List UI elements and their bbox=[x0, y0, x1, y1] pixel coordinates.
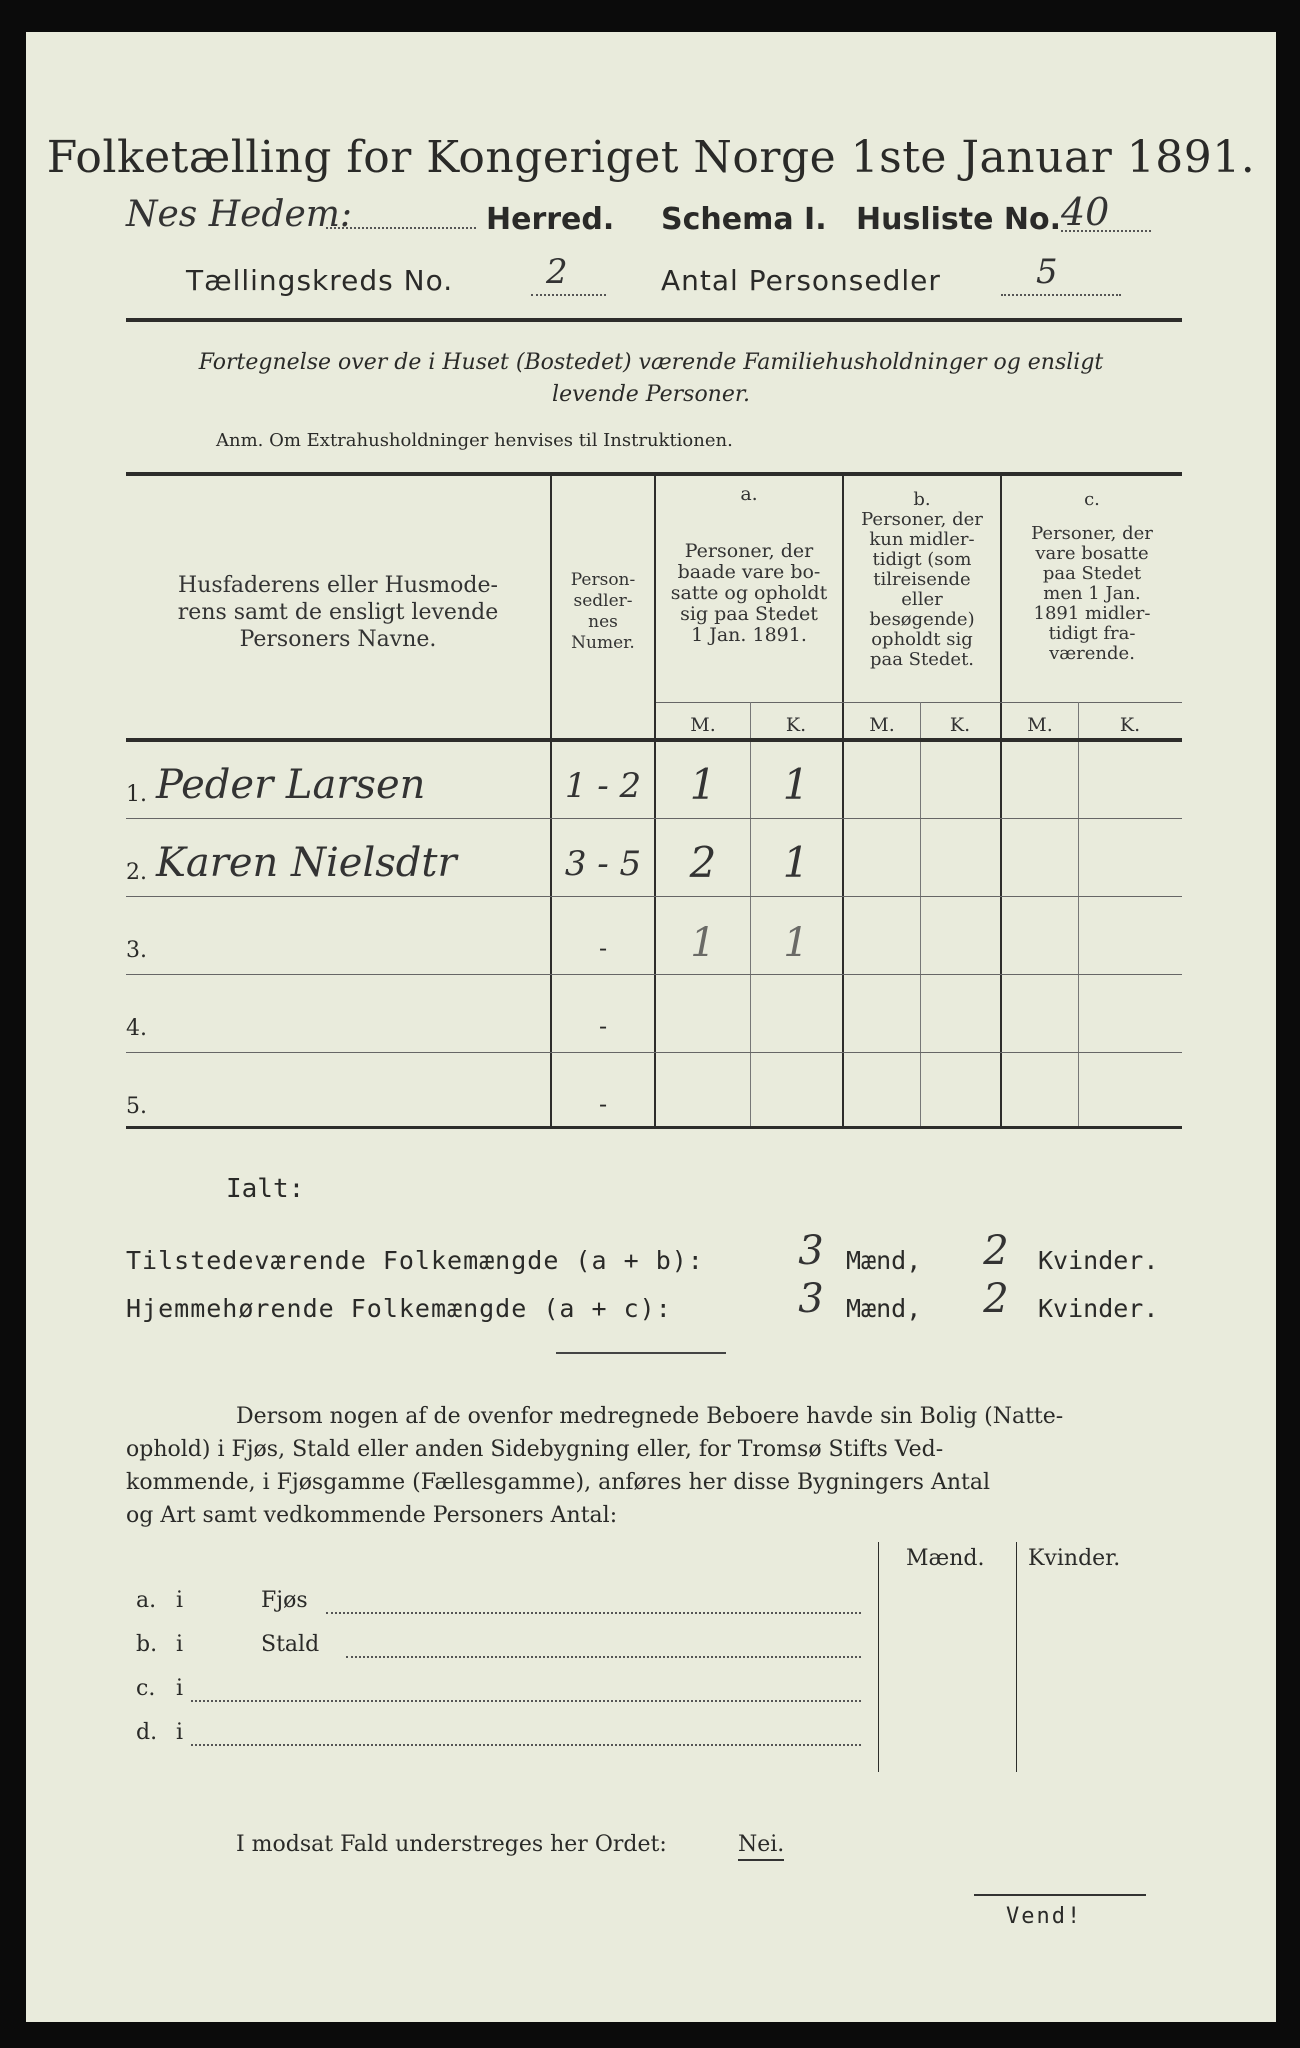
row-5-no: 5. bbox=[126, 1094, 147, 1119]
tilstede-label: Tilstedeværende Folkemængde (a + b): bbox=[126, 1246, 704, 1275]
row-2-a-m: 2 bbox=[689, 838, 717, 887]
kreds-value: 2 bbox=[546, 252, 568, 292]
item-b-label: Stald bbox=[261, 1632, 320, 1657]
hjemme-m: 3 bbox=[798, 1276, 824, 1322]
c-m-label: M. bbox=[1027, 714, 1053, 736]
item-d-letter: d. bbox=[136, 1720, 158, 1745]
outbuildings-col-divider-1 bbox=[878, 1542, 879, 1772]
tilstede-kvinder: Kvinder. bbox=[1038, 1246, 1159, 1275]
anm-note: Anm. Om Extrahusholdninger henvises til Instruktionen. bbox=[216, 430, 733, 451]
hjemme-maend: Mænd, bbox=[846, 1294, 922, 1323]
col-num-header: Person- sedler- nes Numer. bbox=[570, 570, 636, 653]
row-1-name: Peder Larsen bbox=[156, 762, 426, 808]
item-a-dots bbox=[326, 1612, 861, 1614]
husliste-dots bbox=[1061, 230, 1151, 232]
table-header-rule bbox=[126, 738, 1182, 742]
row-line-2 bbox=[126, 896, 1182, 897]
row-1-no: 1. bbox=[126, 782, 147, 807]
vend-rule bbox=[974, 1894, 1146, 1896]
b-m-label: M. bbox=[869, 714, 895, 736]
item-d-i: i bbox=[176, 1720, 184, 1745]
col-b-header: b. Personer, der kun midler- tidigt (som tilreisende eller besøgende) opholdt sig paa Stedet. bbox=[861, 489, 983, 670]
row-1-a-k: 1 bbox=[782, 760, 810, 809]
nei-word: Nei. bbox=[738, 1832, 784, 1861]
row-line-3 bbox=[126, 974, 1182, 975]
row-2-no: 2. bbox=[126, 860, 147, 885]
antal-value: 5 bbox=[1036, 252, 1058, 292]
a-m-label: M. bbox=[690, 714, 716, 736]
row-3-a-m: 1 bbox=[690, 920, 716, 966]
item-b-letter: b. bbox=[136, 1632, 158, 1657]
kreds-label: Tællingskreds No. bbox=[186, 264, 454, 297]
c-k-label: K. bbox=[1119, 714, 1141, 736]
row-4-no: 4. bbox=[126, 1016, 147, 1041]
row-1-num: 1 - 2 bbox=[564, 766, 642, 806]
item-a-letter: a. bbox=[136, 1588, 157, 1613]
row-1-a-m: 1 bbox=[689, 760, 717, 809]
ialt-label: Ialt: bbox=[226, 1174, 305, 1204]
herred-label: Herred. bbox=[486, 202, 615, 237]
mk-header-line bbox=[656, 702, 1182, 703]
row-3-a-k: 1 bbox=[783, 920, 809, 966]
schema-label: Schema I. bbox=[661, 202, 827, 237]
husliste-label: Husliste No. bbox=[856, 202, 1061, 237]
row-2-num: 3 - 5 bbox=[564, 844, 642, 884]
item-c-letter: c. bbox=[136, 1676, 156, 1701]
tilstede-maend: Mænd, bbox=[846, 1246, 922, 1275]
item-c-i: i bbox=[176, 1676, 184, 1701]
row-line-1 bbox=[126, 818, 1182, 819]
vend-text: Vend! bbox=[1006, 1904, 1083, 1929]
outbuildings-col-divider-2 bbox=[1016, 1542, 1017, 1772]
item-b-dots bbox=[346, 1656, 861, 1658]
modsat-text: I modsat Fald understreges her Ordet: bbox=[236, 1832, 667, 1857]
hjemme-k: 2 bbox=[983, 1276, 1009, 1322]
b-k-label: K. bbox=[949, 714, 971, 736]
tilstede-k: 2 bbox=[983, 1228, 1009, 1274]
form-title: Folketælling for Kongeriget Norge 1ste Januar 1891. bbox=[46, 132, 1256, 183]
item-a-label: Fjøs bbox=[261, 1588, 308, 1613]
census-form-sheet bbox=[26, 32, 1276, 2022]
col-a-header: a. Personer, der baade vare bo- satte og opholdt sig paa Stedet 1 Jan. 1891. bbox=[670, 483, 828, 646]
item-a-i: i bbox=[176, 1588, 184, 1613]
outbuildings-paragraph: Dersom nogen af de ovenfor medregnede Beboere havde sin Bolig (Natte- ophold) i Fjøs, Stald eller anden Sidebygning eller, for Tromsø Stifts Ved- kommende, i Fjøsgamme (Fællesgamme), anføres her disse Bygningers Antal og Art samt vedkommende Personers Antal: bbox=[126, 1404, 1064, 1528]
header-rule bbox=[126, 318, 1182, 322]
col-c-header: c. Personer, der vare bosatte paa Stedet men 1 Jan. 1891 midler- tidigt fra- værende. bbox=[1031, 489, 1153, 664]
antal-label: Antal Personsedler bbox=[661, 264, 941, 297]
hjemme-kvinder: Kvinder. bbox=[1038, 1294, 1159, 1323]
antal-dots bbox=[1001, 294, 1121, 296]
item-b-i: i bbox=[176, 1632, 184, 1657]
c-mk-divider bbox=[1078, 702, 1079, 1126]
row-3-num: - bbox=[598, 934, 608, 962]
row-3-no: 3. bbox=[126, 938, 147, 963]
herred-dots bbox=[326, 227, 476, 229]
a-k-label: K. bbox=[785, 714, 807, 736]
intro-line-2: levende Personer. bbox=[552, 382, 750, 407]
outbuildings-maend-head: Mænd. bbox=[906, 1546, 985, 1571]
hjemme-label: Hjemmehørende Folkemængde (a + c): bbox=[126, 1294, 672, 1323]
outbuildings-kvinder-head: Kvinder. bbox=[1028, 1546, 1121, 1571]
row-line-4 bbox=[126, 1052, 1182, 1053]
col-name-header: Husfaderens eller Husmode- rens samt de ensligt levende Personers Navne. bbox=[177, 573, 499, 652]
item-c-dots bbox=[191, 1700, 861, 1702]
intro-line-1: Fortegnelse over de i Huset (Bostedet) værende Familiehusholdninger og ensligt bbox=[198, 350, 1104, 375]
row-5-num: - bbox=[598, 1090, 608, 1118]
table-bottom-rule bbox=[126, 1126, 1182, 1129]
separator-rule bbox=[556, 1352, 726, 1354]
tilstede-m: 3 bbox=[798, 1228, 824, 1274]
row-2-name: Karen Nielsdtr bbox=[156, 840, 457, 886]
kreds-dots bbox=[531, 294, 606, 296]
row-2-a-k: 1 bbox=[782, 838, 810, 887]
b-mk-divider bbox=[920, 702, 921, 1126]
herred-value: Nes Hedem: bbox=[126, 194, 353, 235]
row-4-num: - bbox=[598, 1012, 608, 1040]
item-d-dots bbox=[191, 1744, 861, 1746]
husliste-value: 40 bbox=[1061, 190, 1110, 234]
